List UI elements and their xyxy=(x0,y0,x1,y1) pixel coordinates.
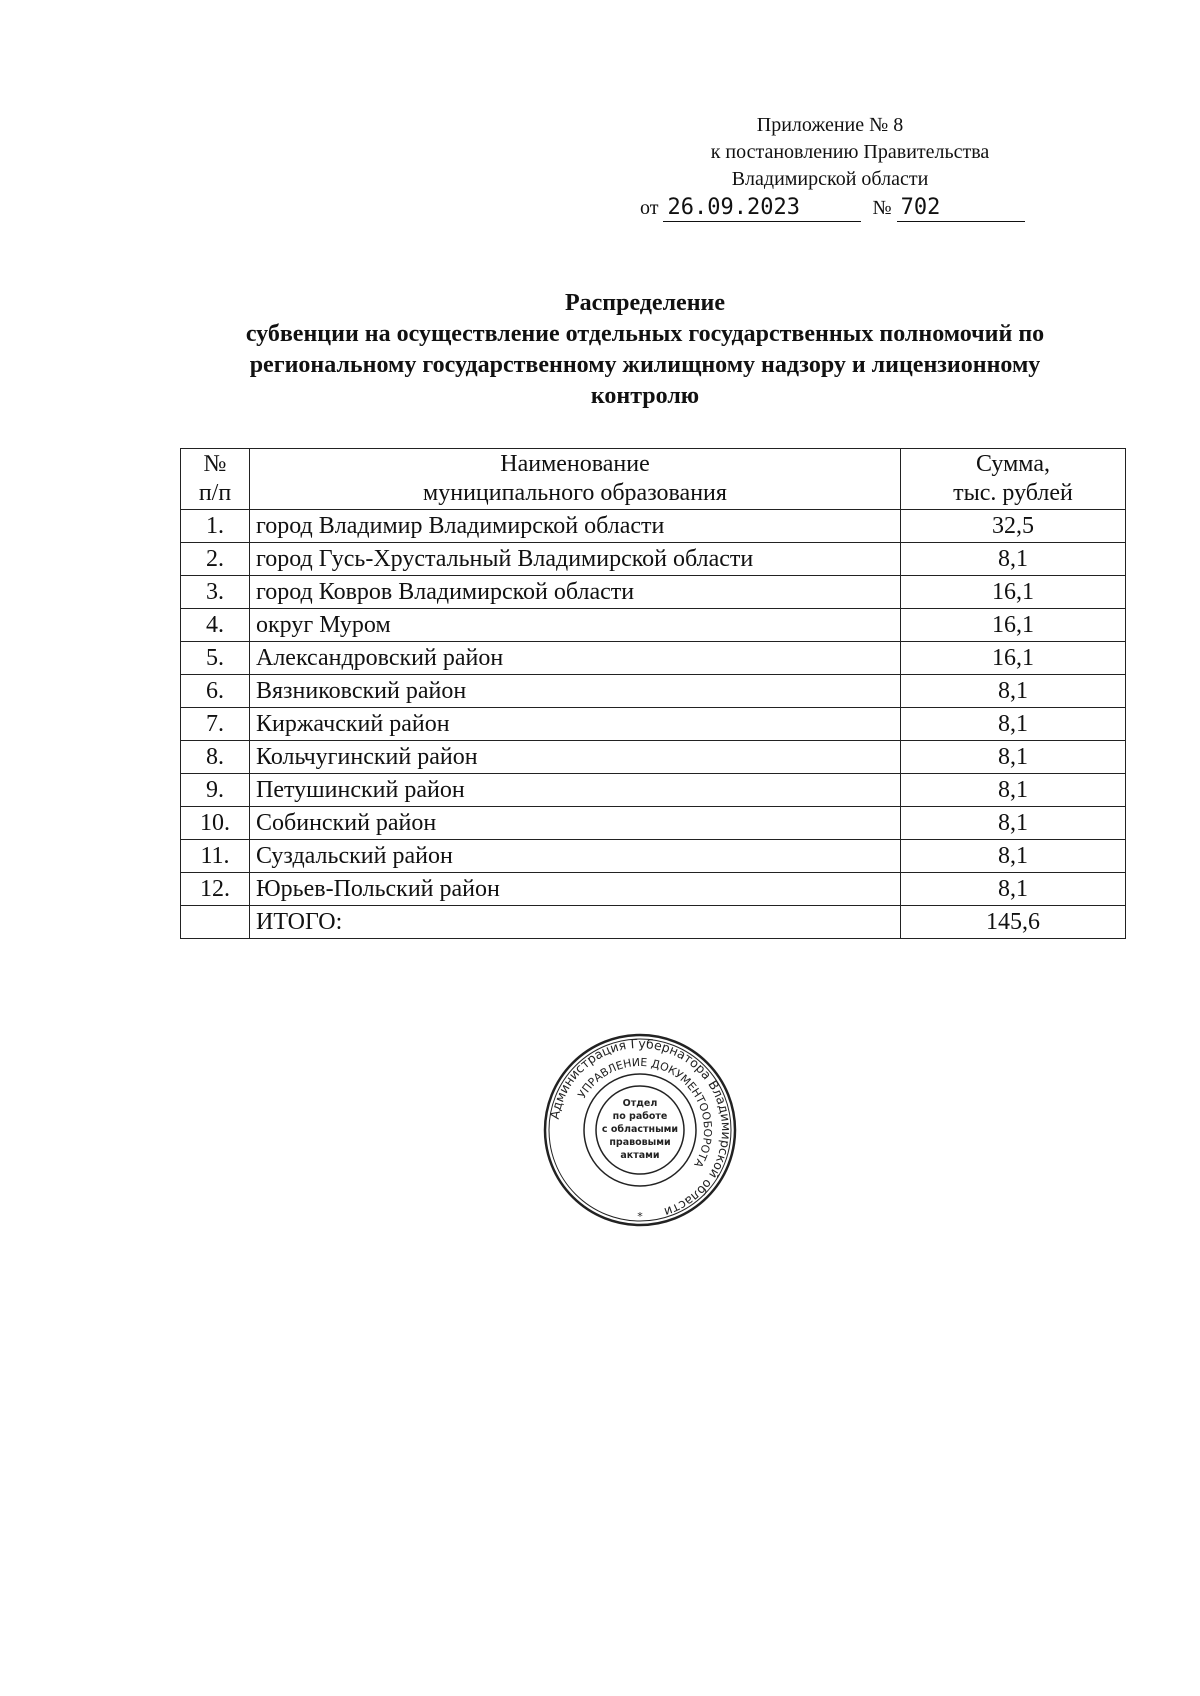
row-num: 6. xyxy=(181,675,250,708)
stamp-outer-text: Администрация Губернатора Владимирской области xyxy=(546,1035,735,1221)
row-name: Юрьев-Польский район xyxy=(250,873,901,906)
row-num: 3. xyxy=(181,576,250,609)
row-sum: 16,1 xyxy=(901,609,1126,642)
row-name: Петушинский район xyxy=(250,774,901,807)
total-num-cell xyxy=(181,906,250,939)
row-name: Кольчугинский район xyxy=(250,741,901,774)
header-num-line2: п/п xyxy=(198,480,232,506)
header-sum-line2: тыс. рублей xyxy=(953,480,1073,506)
row-num: 2. xyxy=(181,543,250,576)
stamp-center-line-5: актами xyxy=(620,1150,660,1161)
title-line-4: контролю xyxy=(590,383,700,409)
row-num: 8. xyxy=(181,741,250,774)
row-name: город Ковров Владимирской области xyxy=(250,576,901,609)
document-title xyxy=(170,288,1120,412)
table-row xyxy=(181,543,1126,576)
table-row xyxy=(181,708,1126,741)
table-row xyxy=(181,609,1126,642)
row-num: 9. xyxy=(181,774,250,807)
table-row xyxy=(181,675,1126,708)
row-sum: 32,5 xyxy=(901,510,1126,543)
table-row xyxy=(181,642,1126,675)
row-num: 1. xyxy=(181,510,250,543)
decree-date: 26.09.2023 xyxy=(663,194,861,222)
row-num: 11. xyxy=(181,840,250,873)
table-row xyxy=(181,576,1126,609)
appendix-header xyxy=(640,112,1090,222)
table-row xyxy=(181,873,1126,906)
row-sum: 8,1 xyxy=(901,873,1126,906)
header-sum-line1: Сумма, xyxy=(976,451,1050,477)
table-header-row xyxy=(181,449,1126,510)
stamp-center-line-3: с областными xyxy=(601,1124,679,1135)
row-num: 4. xyxy=(181,609,250,642)
header-name xyxy=(250,449,901,510)
header-name-line2: муниципального образования xyxy=(423,480,727,506)
row-sum: 8,1 xyxy=(901,675,1126,708)
row-sum: 16,1 xyxy=(901,642,1126,675)
table-row xyxy=(181,807,1126,840)
title-line-2: субвенции на осуществление отдельных государственных полномочий по xyxy=(245,321,1045,347)
row-name: Александровский район xyxy=(250,642,901,675)
stamp-center-line-1: Отдел xyxy=(622,1098,658,1109)
row-name: город Гусь-Хрустальный Владимирской области xyxy=(250,543,901,576)
row-name: Собинский район xyxy=(250,807,901,840)
header-name-line1: Наименование xyxy=(500,451,650,477)
total-row xyxy=(181,906,1126,939)
row-name: Киржачский район xyxy=(250,708,901,741)
row-sum: 16,1 xyxy=(901,576,1126,609)
row-sum: 8,1 xyxy=(901,543,1126,576)
row-sum: 8,1 xyxy=(901,840,1126,873)
header-num-line1: № xyxy=(203,451,227,477)
appendix-resolution-ref: к постановлению Правительства xyxy=(710,141,990,163)
row-num: 12. xyxy=(181,873,250,906)
decree-date-number xyxy=(640,194,1090,222)
table-row xyxy=(181,510,1126,543)
stamp-center-line-2: по работе xyxy=(612,1111,668,1122)
appendix-region: Владимирской области xyxy=(731,168,929,190)
table-row xyxy=(181,840,1126,873)
stamp-star: * xyxy=(637,1210,643,1223)
appendix-label: Приложение № 8 xyxy=(756,114,904,136)
total-label: ИТОГО: xyxy=(250,906,901,939)
row-sum: 8,1 xyxy=(901,807,1126,840)
title-line-1: Распределение xyxy=(564,290,726,316)
row-name: город Владимир Владимирской области xyxy=(250,510,901,543)
stamp-inner-text: УПРАВЛЕНИЕ ДОКУМЕНТООБОРОТА xyxy=(575,1055,715,1170)
table-row xyxy=(181,741,1126,774)
header-num xyxy=(181,449,250,510)
official-stamp xyxy=(540,1030,740,1230)
date-prefix: от xyxy=(640,197,659,219)
table-row xyxy=(181,774,1126,807)
row-name: Суздальский район xyxy=(250,840,901,873)
header-sum xyxy=(901,449,1126,510)
row-name: Вязниковский район xyxy=(250,675,901,708)
row-num: 7. xyxy=(181,708,250,741)
row-num: 10. xyxy=(181,807,250,840)
stamp-center-line-4: правовыми xyxy=(609,1137,671,1148)
row-sum: 8,1 xyxy=(901,741,1126,774)
title-line-3: региональному государственному жилищному надзору и лицензионному xyxy=(249,352,1041,378)
row-name: округ Муром xyxy=(250,609,901,642)
number-prefix: № xyxy=(872,197,892,219)
row-num: 5. xyxy=(181,642,250,675)
total-sum: 145,6 xyxy=(901,906,1126,939)
row-sum: 8,1 xyxy=(901,708,1126,741)
row-sum: 8,1 xyxy=(901,774,1126,807)
distribution-table xyxy=(180,448,1126,939)
decree-number: 702 xyxy=(897,194,1025,222)
